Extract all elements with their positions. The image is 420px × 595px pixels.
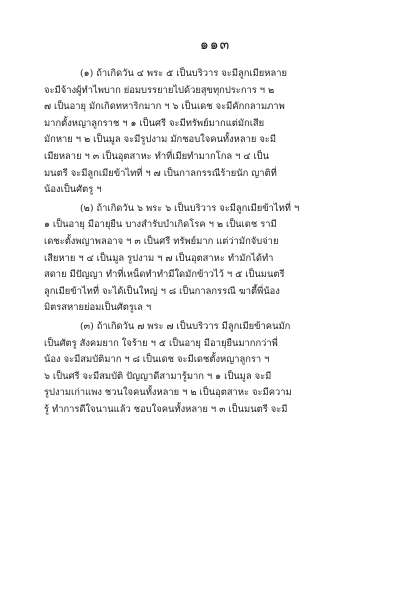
text-line: เดชะตั้งพญาพลอาจ ฯ ๓ เป็นศรี ทรัพย์มาก แต่ว่ามักจับจ่าย	[44, 235, 279, 247]
text-line: เป็นศัตรู สังคมยาก ใจร้าย ฯ ๕ เป็นอายุ มีอายุยืนมากกว่าพี่	[44, 337, 278, 349]
text-line: สดาย มีปัญญา ทำที่เหน็ดทำทำมีใดมักข้าวไว้ ฯ ๕ เป็นมนตรี	[44, 269, 285, 281]
text-line: มักหาย ฯ ๒ เป็นมูล จะมีรูปงาม มักชอบใจคนทั้งหลาย จะมี	[44, 134, 277, 146]
text-line: มากตั้งหญาลูกราช ฯ ๑ เป็นศรี จะมีทรัพย์มากแต่มักเสีย	[44, 117, 265, 129]
text-line: น้อง จะมีสมบัติมาก ฯ ๘ เป็นเดช จะมีเดชตั้งหญาลูกรา ฯ	[44, 354, 270, 366]
text-line: ลูกเมียข้าไทที่ จะได้เป็นใหญ่ ฯ ๘ เป็นกาลกรรณี ฆาตี้พี่น้อง	[44, 285, 280, 297]
text-line: (๓) ถ้าเกิดวัน ๗ พระ ๗ เป็นบริวาร มีลูกเมียข้าคนมัก	[80, 320, 291, 332]
text-line: รูปงามเก่าแพง ชวนใจคนทั้งหลาย ฯ ๒ เป็นอุตสาหะ จะมีความ	[44, 387, 292, 399]
page-number: ๑๑๓	[199, 37, 231, 53]
text-line: (๒) ถ้าเกิดวัน ๖ พระ ๖ เป็นบริวาร จะมีลูกเมียข้าไทที่ ฯ	[80, 202, 300, 214]
text-line: ๗ เป็นอายุ มักเกิดทหาริกมาก ฯ ๖ เป็นเดช จะมีคักกลามภาพ	[44, 101, 285, 113]
text-line: จะมีจ้างผู้ทำไพบาก ย่อมบรรยายไปด้วยสุขทุกประการ ฯ ๒	[44, 84, 275, 96]
text-line: มิตรสหายย่อมเป็นศัตรูเล ฯ	[44, 302, 152, 314]
paragraph-1	[44, 66, 386, 199]
paragraph-3	[44, 319, 386, 419]
text-line: เมียหลาย ฯ ๓ เป็นอุตสาหะ ทำที่เมียทำมากโกล ฯ ๔ เป็น	[44, 150, 270, 162]
text-line: รู้ ทำการดีใจนานแล้ว ชอบใจคนทั้งหลาย ฯ ๓ เป็นมนตรี จะมี	[44, 403, 288, 415]
text-line: (๑) ถ้าเกิดวัน ๔ พระ ๕ เป็นบริวาร จะมีลูกเมียหลาย	[80, 68, 287, 79]
paragraph-2	[44, 201, 386, 317]
text-line: เสียหาย ฯ ๔ เป็นมูล รูปงาม ฯ ๗ เป็นอุตสาหะ ทำมักได้ทำ	[44, 252, 274, 264]
text-line: น้องเป็นศัตรู ฯ	[44, 184, 102, 196]
text-line: ๖ เป็นศรี จะมีสมบัติ ปัญญาดีสามารู้มาก ฯ ๑ เป็นมูล จะมี	[44, 370, 272, 382]
text-line: ๑ เป็นอายุ มีอายุยืน บางสำรับบำเกิดโรค ฯ ๒ เป็นเดช รามี	[44, 219, 277, 231]
text-line: มนตรี จะมีลูกเมียข้าไทที่ ฯ ๗ เป็นกาลกรรณีร้ายนัก ญาติที่	[44, 167, 277, 179]
